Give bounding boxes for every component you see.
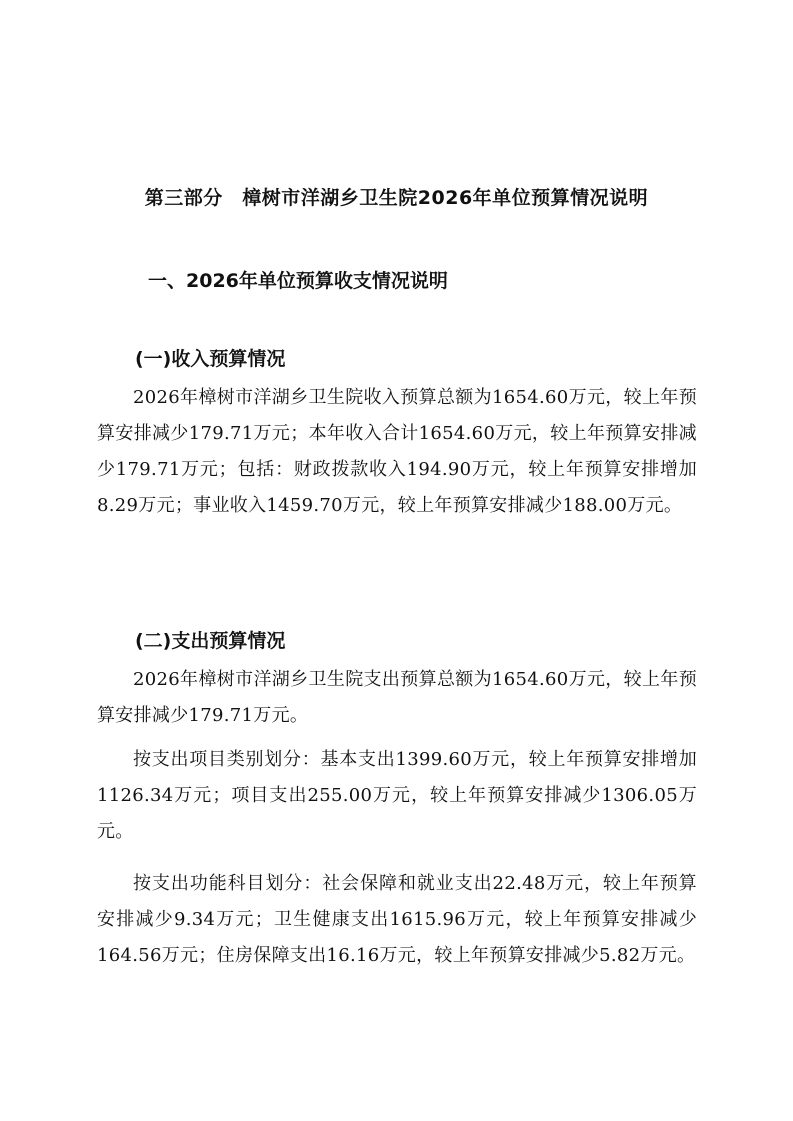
expenditure-by-category-paragraph: 按支出项目类别划分：基本支出1399.60万元，较上年预算安排增加1126.34万元；项目支出255.00万元，较上年预算安排减少1306.05万元。 — [97, 749, 697, 842]
expenditure-total-paragraph: 2026年樟树市洋湖乡卫生院支出预算总额为1654.60万元，较上年预算安排减少179.71万元。 — [97, 669, 697, 726]
income-budget-paragraph: 2026年樟树市洋湖乡卫生院收入预算总额为1654.60万元，较上年预算安排减少179.71万元；本年收入合计1654.60万元，较上年预算安排减少179.71万元；包括：财政拨款收入194.90万元，较上年预算安排增加8.29万元；事业收入1459.70万元，较上年预算安排减少188.00万元。 — [97, 387, 697, 516]
section-heading-budget-overview: 一、2026年单位预算收支情况说明 — [148, 270, 448, 292]
expenditure-budget-heading: (二)支出预算情况 — [135, 630, 286, 652]
income-budget-heading: (一)收入预算情况 — [135, 348, 286, 370]
expenditure-by-function-paragraph: 按支出功能科目划分：社会保障和就业支出22.48万元，较上年预算安排减少9.34万元；卫生健康支出1615.96万元，较上年预算安排减少164.56万元；住房保障支出16.16万元，较上年预算安排减少5.82万元。 — [97, 873, 697, 966]
document-title: 第三部分 樟树市洋湖乡卫生院2026年单位预算情况说明 — [144, 187, 649, 209]
